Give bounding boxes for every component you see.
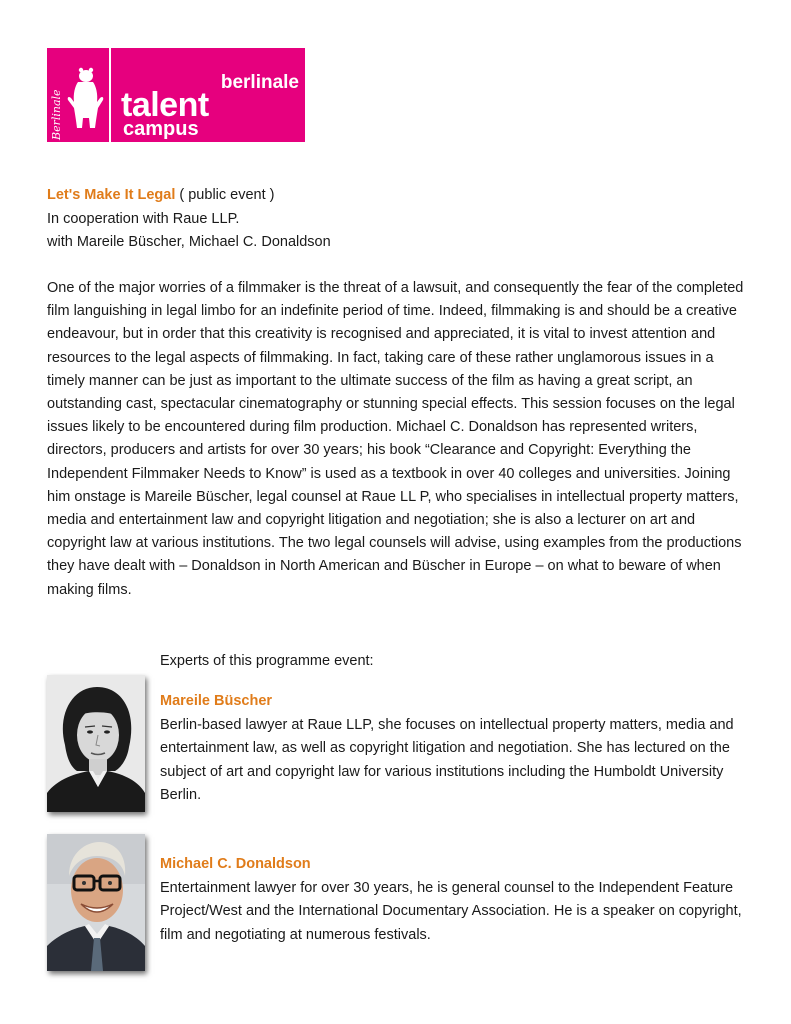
svg-text:berlinale: berlinale: [220, 72, 299, 93]
event-participants: with Mareile Büscher, Michael C. Donaldson: [47, 234, 331, 250]
expert-photo-buescher: [47, 675, 145, 812]
berlinale-talent-campus-logo: [47, 48, 305, 142]
expert-bio: Berlin-based lawyer at Raue LLP, she focuses on intellectual property matters, media and entertainment law, as well as copyright litigation and negotiation. She has lectured on the subject of art and copyright law for various institutions including the Humboldt University Berlin.: [160, 716, 734, 803]
event-title: Let's Make It Legal: [47, 187, 176, 203]
event-tag: ( public event ): [175, 187, 275, 203]
script-mark: Berlinale: [50, 89, 63, 140]
event-cooperation: In cooperation with Raue LLP.: [47, 210, 240, 227]
experts-heading: Experts of this programme event:: [160, 653, 374, 669]
event-description: One of the major worries of a filmmaker is the threat of a lawsuit, and consequently the fear of the completed film languishing in legal limbo for an indefinite period of time. Indeed, filmmaking is and should be a creative endeavour, but in order that this creativity is recognised and appreciated, it is vital to invest attention and resources to the legal aspects of filmmaking. In fact, taking care of these rather unglamorous issues in a timely manner can be just as important to the ultimate success of the film as having a great script, an outstanding cast, spectacular cinematography or stunning special effects. This session focuses on the legal issues likely to be encountered during film production. Michael C. Donaldson has represented writers, directors, producers and artists for over 30 years; his book “Clearance and Copyright: Everything the Independent Filmmaker Needs to Know” is used as a textbook in over 40 colleges and universities. Joining him onstage is Mareile Büscher, legal counsel at Raue LL P, who specialises in intellectual property matters, media and entertainment law and copyright litigation and negotiation; she is also a lecturer on art and copyright law at various institutions. The two legal counsels will advise, using examples from the productions they have dealt with – Donaldson in North American and Büscher in Europe – on what to beware of when making films.: [47, 280, 744, 598]
svg-text:talent: talent: [121, 86, 209, 124]
expert-name: Michael C. Donaldson: [160, 856, 311, 872]
expert-entry-buescher: [160, 690, 750, 808]
expert-entry-donaldson: [160, 853, 750, 947]
svg-text:campus: campus: [123, 118, 199, 140]
expert-photo-donaldson: [47, 834, 145, 971]
expert-name: Mareile Büscher: [160, 693, 273, 709]
event-title-line: [47, 184, 747, 208]
expert-bio: Entertainment lawyer for over 30 years, he is general counsel to the Independent Feature Project/West and the International Documentary Association. He is a speaker on copyright, film and negotiating at numerous festivals.: [160, 879, 742, 943]
event-header: [47, 184, 747, 255]
